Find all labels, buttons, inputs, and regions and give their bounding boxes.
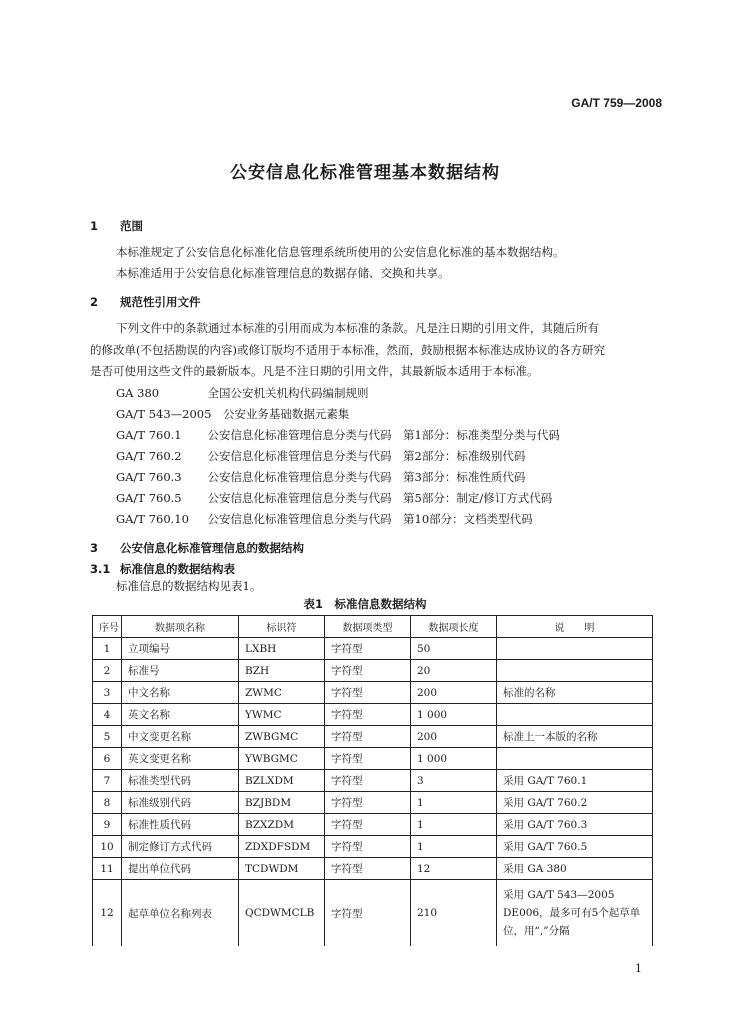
cell-seq: 11 (93, 858, 122, 880)
reference-code: GA/T 760.1 (116, 428, 182, 442)
table-row (93, 748, 653, 770)
cell-seq: 7 (93, 770, 122, 792)
reference-item (116, 490, 552, 506)
cell-description: 采用 GA/T 760.3 (497, 814, 653, 836)
intro-line: 是否可使用这些文件的最新版本。凡是不注日期的引用文件，其最新版本适用于本标准。 (90, 364, 539, 378)
cell-type: 字符型 (325, 880, 411, 947)
reference-code: GA/T 760.5 (116, 491, 182, 505)
header-identifier: 标识符 (239, 616, 325, 638)
cell-item-name: 标准性质代码 (122, 814, 239, 836)
section-number: 3 (90, 541, 99, 555)
table-caption: 表1 标准信息数据结构 (303, 597, 427, 611)
cell-description: 采用 GA/T 760.2 (497, 792, 653, 814)
section-number: 2 (90, 295, 99, 309)
cell-identifier: ZWBGMC (239, 726, 325, 748)
cell-item-name: 英文变更名称 (122, 748, 239, 770)
section-title: 标准信息的数据结构表 (120, 562, 235, 576)
subsection-3-1-heading (90, 561, 235, 577)
cell-length: 12 (411, 858, 497, 880)
section-2-heading (90, 294, 201, 310)
cell-type: 字符型 (325, 814, 411, 836)
cell-description: 标准上一本版的名称 (497, 726, 653, 748)
cell-description: 采用 GA/T 760.5 (497, 836, 653, 858)
cell-seq: 12 (93, 880, 122, 947)
cell-description (497, 748, 653, 770)
table-row (93, 792, 653, 814)
cell-description: 采用 GA/T 543—2005 DE006，最多可有5个起草单位，用“,”分隔 (497, 880, 653, 947)
cell-seq: 5 (93, 726, 122, 748)
reference-item (116, 448, 525, 464)
cell-length: 50 (411, 638, 497, 660)
cell-identifier: YWBGMC (239, 748, 325, 770)
cell-seq: 4 (93, 704, 122, 726)
page-number: 1 (635, 962, 642, 975)
reference-name: 公安信息化标准管理信息分类与代码 第3部分：标准性质代码 (207, 470, 526, 484)
reference-item (116, 511, 533, 527)
cell-identifier: ZDXDFSDM (239, 836, 325, 858)
reference-name: 全国公安机关机构代码编制规则 (207, 386, 369, 400)
standard-code: GA/T 759—2008 (571, 96, 662, 110)
cell-length: 1 000 (411, 748, 497, 770)
table-row (93, 726, 653, 748)
section-number: 3.1 (90, 562, 111, 576)
reference-name: 公安信息化标准管理信息分类与代码 第10部分：文档类型代码 (207, 512, 533, 526)
cell-type: 字符型 (325, 770, 411, 792)
cell-type: 字符型 (325, 858, 411, 880)
cell-seq: 8 (93, 792, 122, 814)
reference-item (116, 469, 525, 485)
cell-item-name: 制定修订方式代码 (122, 836, 239, 858)
cell-seq: 6 (93, 748, 122, 770)
header-length: 数据项长度 (411, 616, 497, 638)
table-row (93, 770, 653, 792)
reference-code: GA/T 760.3 (116, 470, 182, 484)
cell-item-name: 标准类型代码 (122, 770, 239, 792)
table-row (93, 836, 653, 858)
reference-item (116, 385, 369, 401)
table-row (93, 704, 653, 726)
cell-length: 200 (411, 682, 497, 704)
cell-length: 1 (411, 792, 497, 814)
cell-identifier: BZXZDM (239, 814, 325, 836)
cell-type: 字符型 (325, 726, 411, 748)
reference-name: 公安业务基础数据元素集 (222, 407, 350, 421)
reference-code: GA/T 760.10 (116, 512, 189, 526)
cell-description: 采用 GA/T 760.1 (497, 770, 653, 792)
cell-identifier: YWMC (239, 704, 325, 726)
cell-length: 210 (411, 880, 497, 947)
cell-identifier: ZWMC (239, 682, 325, 704)
cell-type: 字符型 (325, 748, 411, 770)
table-row (93, 814, 653, 836)
cell-item-name: 中文名称 (122, 682, 239, 704)
section-1-heading (90, 218, 143, 234)
section-title: 公安信息化标准管理信息的数据结构 (120, 541, 304, 555)
cell-seq: 10 (93, 836, 122, 858)
cell-length: 200 (411, 726, 497, 748)
table-row (93, 660, 653, 682)
cell-item-name: 中文变更名称 (122, 726, 239, 748)
reference-name: 公安信息化标准管理信息分类与代码 第1部分：标准类型分类与代码 (207, 428, 560, 442)
table-row (93, 682, 653, 704)
document-title: 公安信息化标准管理基本数据结构 (230, 163, 500, 183)
section-title: 范围 (120, 219, 143, 233)
cell-description (497, 704, 653, 726)
cell-length: 20 (411, 660, 497, 682)
cell-length: 1 (411, 814, 497, 836)
header-item-name: 数据项名称 (122, 616, 239, 638)
cell-seq: 2 (93, 660, 122, 682)
cell-item-name: 立项编号 (122, 638, 239, 660)
section-3-heading (90, 540, 304, 556)
cell-identifier: BZH (239, 660, 325, 682)
scope-line: 本标准规定了公安信息化标准化信息管理系统所使用的公安信息化标准的基本数据结构。 (116, 245, 565, 259)
reference-name: 公安信息化标准管理信息分类与代码 第5部分：制定/修订方式代码 (207, 491, 553, 505)
cell-seq: 3 (93, 682, 122, 704)
data-structure-table (92, 615, 653, 946)
header-type: 数据项类型 (325, 616, 411, 638)
cell-length: 3 (411, 770, 497, 792)
cell-description: 采用 GA 380 (497, 858, 653, 880)
cell-identifier: BZLXDM (239, 770, 325, 792)
cell-length: 1 (411, 836, 497, 858)
cell-type: 字符型 (325, 682, 411, 704)
reference-item (116, 406, 349, 422)
reference-code: GA 380 (116, 386, 160, 400)
cell-identifier: BZJBDM (239, 792, 325, 814)
cell-identifier: TCDWDM (239, 858, 325, 880)
cell-description: 标准的名称 (497, 682, 653, 704)
cell-item-name: 提出单位代码 (122, 858, 239, 880)
header-description: 说 明 (497, 616, 653, 638)
cell-type: 字符型 (325, 638, 411, 660)
reference-item (116, 427, 560, 443)
cell-description (497, 638, 653, 660)
table-row (93, 638, 653, 660)
table-row (93, 858, 653, 880)
cell-item-name: 标准级别代码 (122, 792, 239, 814)
table-reference-text: 标准信息的数据结构见表1。 (116, 579, 262, 593)
cell-seq: 1 (93, 638, 122, 660)
cell-type: 字符型 (325, 792, 411, 814)
reference-name: 公安信息化标准管理信息分类与代码 第2部分：标准级别代码 (207, 449, 526, 463)
section-title: 规范性引用文件 (120, 295, 201, 309)
cell-item-name: 英文名称 (122, 704, 239, 726)
cell-identifier: QCDWMCLB (239, 880, 325, 947)
section-number: 1 (90, 219, 99, 233)
intro-line: 下列文件中的条款通过本标准的引用而成为本标准的条款。凡是注日期的引用文件，其随后所有 (116, 321, 599, 335)
cell-item-name: 标准号 (122, 660, 239, 682)
cell-type: 字符型 (325, 660, 411, 682)
cell-type: 字符型 (325, 704, 411, 726)
cell-seq: 9 (93, 814, 122, 836)
header-seq: 序号 (93, 616, 122, 638)
reference-code: GA/T 760.2 (116, 449, 182, 463)
intro-line: 的修改单(不包括勘误的内容)或修订版均不适用于本标准，然而，鼓励根据本标准达成协议的各方研究 (90, 343, 605, 357)
scope-line: 本标准适用于公安信息化标准管理信息的数据存储、交换和共享。 (116, 266, 450, 280)
reference-code: GA/T 543—2005 (116, 407, 212, 421)
table-row (93, 880, 653, 947)
cell-identifier: LXBH (239, 638, 325, 660)
cell-length: 1 000 (411, 704, 497, 726)
table-header-row (93, 616, 653, 638)
cell-type: 字符型 (325, 836, 411, 858)
cell-description (497, 660, 653, 682)
cell-item-name: 起草单位名称列表 (122, 880, 239, 947)
